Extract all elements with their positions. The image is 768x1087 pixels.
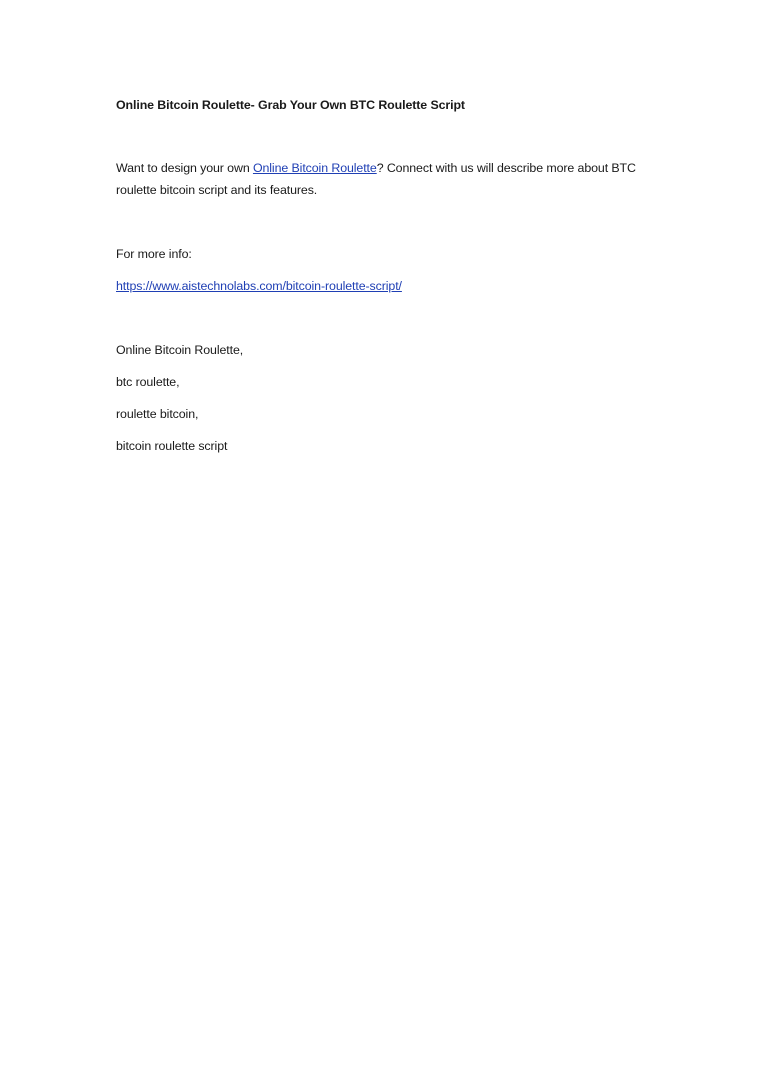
online-bitcoin-roulette-link[interactable]: Online Bitcoin Roulette xyxy=(252,161,377,175)
keyword-item: bitcoin roulette script xyxy=(116,439,228,453)
intro-paragraph-line-2: roulette bitcoin script and its features. xyxy=(116,183,318,197)
document-title: Online Bitcoin Roulette- Grab Your Own BTC Roulette Script xyxy=(116,98,465,112)
intro-paragraph-line-1 xyxy=(116,160,636,176)
keyword-item: Online Bitcoin Roulette, xyxy=(116,343,244,357)
more-info-label: For more info: xyxy=(116,247,192,261)
more-info-url-line xyxy=(116,278,402,294)
intro-text-before-link: Want to design your own xyxy=(116,161,253,175)
more-info-url-link[interactable]: https://www.aistechnolabs.com/bitcoin-roulette-script/ xyxy=(116,279,402,293)
intro-text-after-link: ? Connect with us will describe more about BTC xyxy=(376,161,636,175)
keyword-item: btc roulette, xyxy=(116,375,180,389)
keyword-item: roulette bitcoin, xyxy=(116,407,199,421)
